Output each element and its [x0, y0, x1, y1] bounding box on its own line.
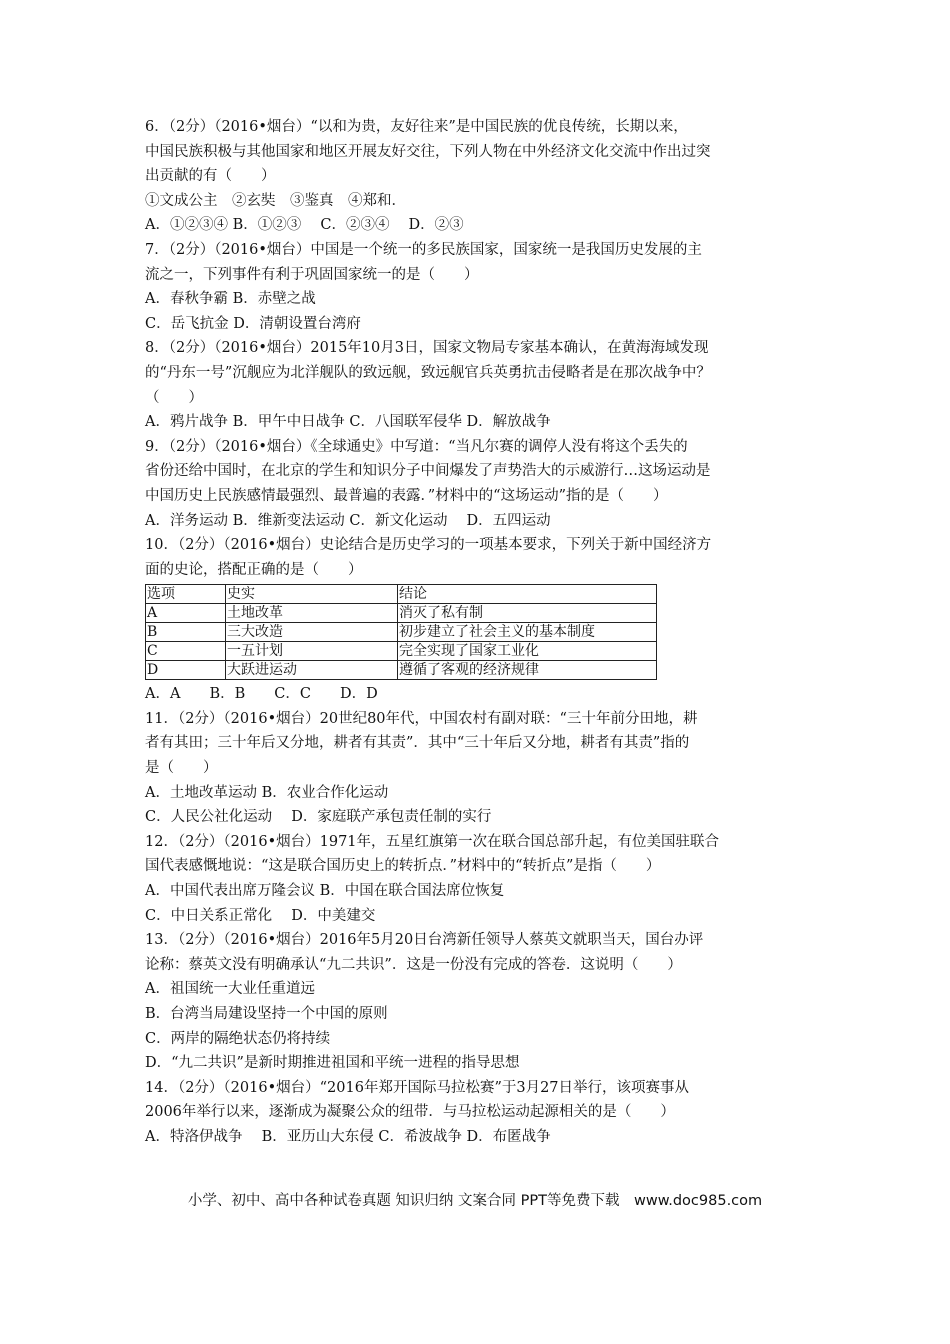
text-line: 的“丹东一号”沉舰应为北洋舰队的致远舰，致远舰官兵英勇抗击侵略者是在那次战争中？	[145, 364, 711, 381]
text-line: 8．（2分）（2016•烟台）2015年10月3日，国家文物局专家基本确认，在黄海海域发现	[145, 340, 709, 357]
text-line: C．岳飞抗金 D．清朝设置台湾府	[145, 315, 361, 332]
text-line: A．鸦片战争 B．甲午中日战争 C．八国联军侵华 D．解放战争	[145, 414, 551, 431]
table-row	[146, 661, 657, 680]
table-cell: 消灭了私有制	[398, 604, 657, 623]
text-line: 是（ ）	[145, 760, 218, 777]
text-line: 面的史论，搭配正确的是（ ）	[145, 561, 363, 578]
table-header-row	[146, 585, 657, 604]
text-line: A．A B．B C．C D．D	[145, 686, 378, 703]
table-cell: 大跃进运动	[226, 661, 398, 680]
text-line: 10．（2分）（2016•烟台）史论结合是历史学习的一项基本要求，下列关于新中国经济方	[145, 537, 712, 554]
text-line: 11．（2分）（2016•烟台）20世纪80年代，中国农村有副对联：“三十年前分田地，耕	[145, 710, 698, 727]
text-line: A．土地改革运动 B．农业合作化运动	[145, 784, 389, 801]
table-cell: C	[146, 642, 226, 661]
text-line: 2006年举行以来，逐渐成为凝聚公众的纽带．与马拉松运动起源相关的是（ ）	[145, 1104, 675, 1121]
text-line: C．人民公社化运动 D．家庭联产承包责任制的实行	[145, 809, 492, 826]
table-cell: B	[146, 623, 226, 642]
table-header-cell: 史实	[226, 585, 398, 604]
text-line: C．中日关系正常化 D．中美建交	[145, 907, 376, 924]
text-line: 者有其田；三十年后又分地，耕者有其责”．其中“三十年后又分地，耕者有其责”指的	[145, 735, 690, 752]
text-line: ①文成公主 ②玄奘 ③鉴真 ④郑和．	[145, 192, 406, 209]
text-line: B．台湾当局建设坚持一个中国的原则	[145, 1006, 388, 1022]
text-line: 论称：蔡英文没有明确承认“九二共识”．这是一份没有完成的答卷．这说明（ ）	[145, 956, 682, 973]
text-line: 7．（2分）（2016•烟台）中国是一个统一的多民族国家，国家统一是我国历史发展的主	[145, 241, 702, 258]
table-cell: 三大改造	[226, 623, 398, 642]
table-cell: A	[146, 604, 226, 623]
text-line: 国代表感慨地说：“这是联合国历史上的转折点．”材料中的“转折点”是指（ ）	[145, 858, 661, 875]
text-line: 省份还给中国时，在北京的学生和知识分子中间爆发了声势浩大的示威游行…这场运动是	[145, 463, 711, 480]
table-row	[146, 604, 657, 623]
text-line: A．①②③④ B．①②③ C．②③④ D．②③	[145, 217, 464, 234]
text-line: A．洋务运动 B．维新变法运动 C．新文化运动 D．五四运动	[145, 512, 551, 529]
text-line: 9．（2分）（2016•烟台）《全球通史》中写道：“当凡尔赛的调停人没有将这个丢失的	[145, 438, 688, 455]
text-line: C．两岸的隔绝状态仍将持续	[145, 1030, 331, 1047]
text-line: 13．（2分）（2016•烟台）2016年5月20日台湾新任领导人蔡英文就职当天，国台办评	[145, 932, 704, 949]
text-line: 14．（2分）（2016•烟台）“2016年郑开国际马拉松赛”于3月27日举行，该项赛事从	[145, 1079, 690, 1096]
text-line: A．祖国统一大业任重道远	[145, 981, 315, 998]
text-line: 中国历史上民族感情最强烈、最普遍的表露．”材料中的“这场运动”指的是（ ）	[145, 487, 668, 504]
text-line: （ ）	[145, 389, 203, 406]
table-row	[146, 642, 657, 661]
table-cell: 初步建立了社会主义的基本制度	[398, 623, 657, 642]
table-row	[146, 623, 657, 642]
text-line: 流之一，下列事件有利于巩固国家统一的是（ ）	[145, 266, 479, 283]
table-header-cell: 选项	[146, 585, 226, 604]
table-cell: 一五计划	[226, 642, 398, 661]
text-line: D．“九二共识”是新时期推进祖国和平统一进程的指导思想	[145, 1055, 520, 1072]
exam-content	[145, 115, 805, 1150]
question-10-table	[145, 584, 657, 680]
table-header-cell: 结论	[398, 585, 657, 604]
text-line: 6．（2分）（2016•烟台）“以和为贵，友好往来”是中国民族的优良传统，长期以来，	[145, 119, 688, 135]
text-line: A．特洛伊战争 B．亚历山大东侵 C．希波战争 D．布匿战争	[145, 1128, 551, 1145]
text-line: 12．（2分）（2016•烟台）1971年，五星红旗第一次在联合国总部升起，有位美国驻联合	[145, 833, 720, 850]
table-cell: D	[146, 661, 226, 680]
text-line: A．春秋争霸 B．赤壁之战	[145, 291, 316, 308]
question-block-a	[145, 115, 805, 582]
page-footer: 小学、初中、高中各种试卷真题 知识归纳 文案合同 PPT等免费下载 www.doc985.com	[187, 1193, 763, 1209]
text-line: 出贡献的有（ ）	[145, 168, 276, 185]
table-cell: 完全实现了国家工业化	[398, 642, 657, 661]
question-block-b	[145, 682, 805, 1149]
table-cell: 遵循了客观的经济规律	[398, 661, 657, 680]
text-line: 中国民族积极与其他国家和地区开展友好交往，下列人物在中外经济文化交流中作出过突	[145, 143, 711, 160]
text-line: A．中国代表出席万隆会议 B．中国在联合国法席位恢复	[145, 883, 505, 900]
table-cell: 土地改革	[226, 604, 398, 623]
